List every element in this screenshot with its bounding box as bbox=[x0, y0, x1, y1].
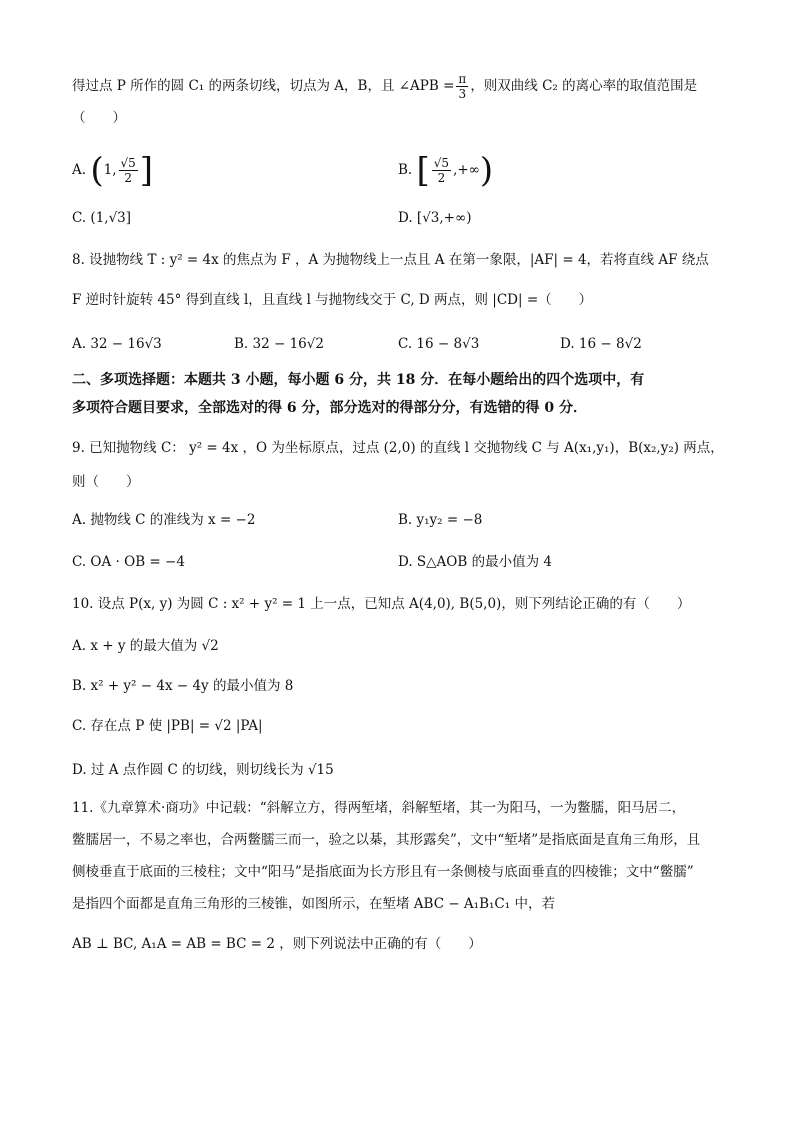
q7-option-b-body: ,+∞ bbox=[453, 162, 480, 178]
section2-heading-line1: 二、多项选择题：本题共 3 小题，每小题 6 分，共 18 分．在每小题给出的四个选项中，有 bbox=[72, 372, 645, 388]
q9-option-c[interactable]: C. OA · OB = −4 bbox=[72, 554, 185, 570]
q8-option-c[interactable]: C. 16 − 8√3 bbox=[398, 336, 480, 352]
q10-option-c[interactable]: C. 存在点 P 使 |PB| = √2 |PA| bbox=[72, 718, 263, 734]
q7-line1 bbox=[72, 72, 734, 101]
q10-option-a[interactable]: A. x + y 的最大值为 √2 bbox=[72, 638, 219, 654]
q9-option-a[interactable]: A. 抛物线 C 的准线为 x = −2 bbox=[72, 512, 256, 528]
q9-option-b[interactable]: B. y₁y₂ = −8 bbox=[398, 512, 483, 528]
q11-line2: 鳖臑居一，不易之率也，合两鳖臑三而一，验之以棊，其形露矣”，文中“堑堵”是指底面是直角三角形，且 bbox=[72, 832, 701, 848]
q7-fraction bbox=[456, 72, 468, 101]
q7-option-b-frac bbox=[432, 156, 451, 185]
q9-line2: 则（ ） bbox=[72, 474, 140, 490]
q7-frac-den: 3 bbox=[458, 87, 467, 101]
q11-line1: 11.《九章算术·商功》中记载：“斜解立方，得两堑堵，斜解堑堵，其一为阳马，一为鳖臑，阳马居二， bbox=[72, 800, 686, 816]
q7-option-b-close: ) bbox=[479, 150, 494, 191]
q7-option-a-frac-num: √5 bbox=[120, 156, 136, 170]
q8-line2: F 逆时针旋转 45° 得到直线 l，且直线 l 与抛物线交于 C, D 两点，则 |CD| =（ ） bbox=[72, 292, 593, 308]
q11-line3: 侧棱垂直于底面的三棱柱；文中“阳马”是指底面为长方形且有一条侧棱与底面垂直的四棱锥；文中“鳖臑” bbox=[72, 864, 694, 880]
q9-line1: 9. 已知抛物线 C： y² = 4x ，O 为坐标原点，过点 (2,0) 的直线 l 交抛物线 C 与 A(x₁,y₁)，B(x₂,y₂) 两点， bbox=[72, 440, 724, 456]
q7-option-c[interactable]: C. (1,√3] bbox=[72, 210, 132, 226]
q7-option-b-frac-num: √5 bbox=[433, 156, 450, 170]
q7-frac-num: π bbox=[458, 72, 467, 86]
q7-option-a[interactable] bbox=[72, 150, 154, 191]
section2-heading-line2: 多项符合题目要求，全部选对的得 6 分，部分选对的得部分分，有选错的得 0 分． bbox=[72, 400, 587, 416]
q8-option-a[interactable]: A. 32 − 16√3 bbox=[72, 336, 162, 352]
q8-option-d[interactable]: D. 16 − 8√2 bbox=[560, 336, 642, 352]
q8-option-b[interactable]: B. 32 − 16√2 bbox=[234, 336, 324, 352]
q7-line1-tail: ，则双曲线 C₂ 的离心率的取值范围是 bbox=[470, 78, 698, 94]
q7-option-a-body: 1, bbox=[103, 162, 117, 178]
q7-line1-text: 得过点 P 所作的圆 C₁ 的两条切线，切点为 A，B，且 ∠APB = bbox=[72, 78, 455, 94]
q7-option-a-open: ( bbox=[90, 150, 104, 191]
q7-option-a-label: A. bbox=[72, 162, 87, 178]
q7-option-b-frac-den: 2 bbox=[437, 171, 446, 185]
q8-line1: 8. 设抛物线 T : y² = 4x 的焦点为 F ，A 为抛物线上一点且 A 在第一象限，|AF| = 4，若将直线 AF 绕点 bbox=[72, 252, 709, 268]
q7-option-a-frac bbox=[119, 156, 138, 185]
q7-option-d[interactable]: D. [√3,+∞) bbox=[398, 210, 472, 226]
q11-line4: 是指四个面都是直角三角形的三棱锥，如图所示，在堑堵 ABC − A₁B₁C₁ 中，若 bbox=[72, 896, 555, 912]
q10-line1: 10. 设点 P(x, y) 为圆 C : x² + y² = 1 上一点，已知点 A(4,0), B(5,0)，则下列结论正确的有（ ） bbox=[72, 596, 691, 612]
q7-option-b-label: B. bbox=[398, 162, 413, 178]
q7-option-b-open: [ bbox=[416, 150, 430, 191]
q7-option-a-frac-den: 2 bbox=[124, 171, 132, 185]
q7-option-b[interactable] bbox=[398, 150, 494, 191]
q7-option-a-close: ] bbox=[139, 150, 154, 191]
q10-option-b[interactable]: B. x² + y² − 4x − 4y 的最小值为 8 bbox=[72, 678, 294, 694]
q9-option-d[interactable]: D. S△AOB 的最小值为 4 bbox=[398, 554, 552, 570]
q11-line5: AB ⊥ BC, A₁A = AB = BC = 2 ，则下列说法中正确的有（ ） bbox=[72, 936, 482, 952]
q7-paren: （ ） bbox=[72, 110, 126, 126]
q10-option-d[interactable]: D. 过 A 点作圆 C 的切线，则切线长为 √15 bbox=[72, 762, 334, 778]
